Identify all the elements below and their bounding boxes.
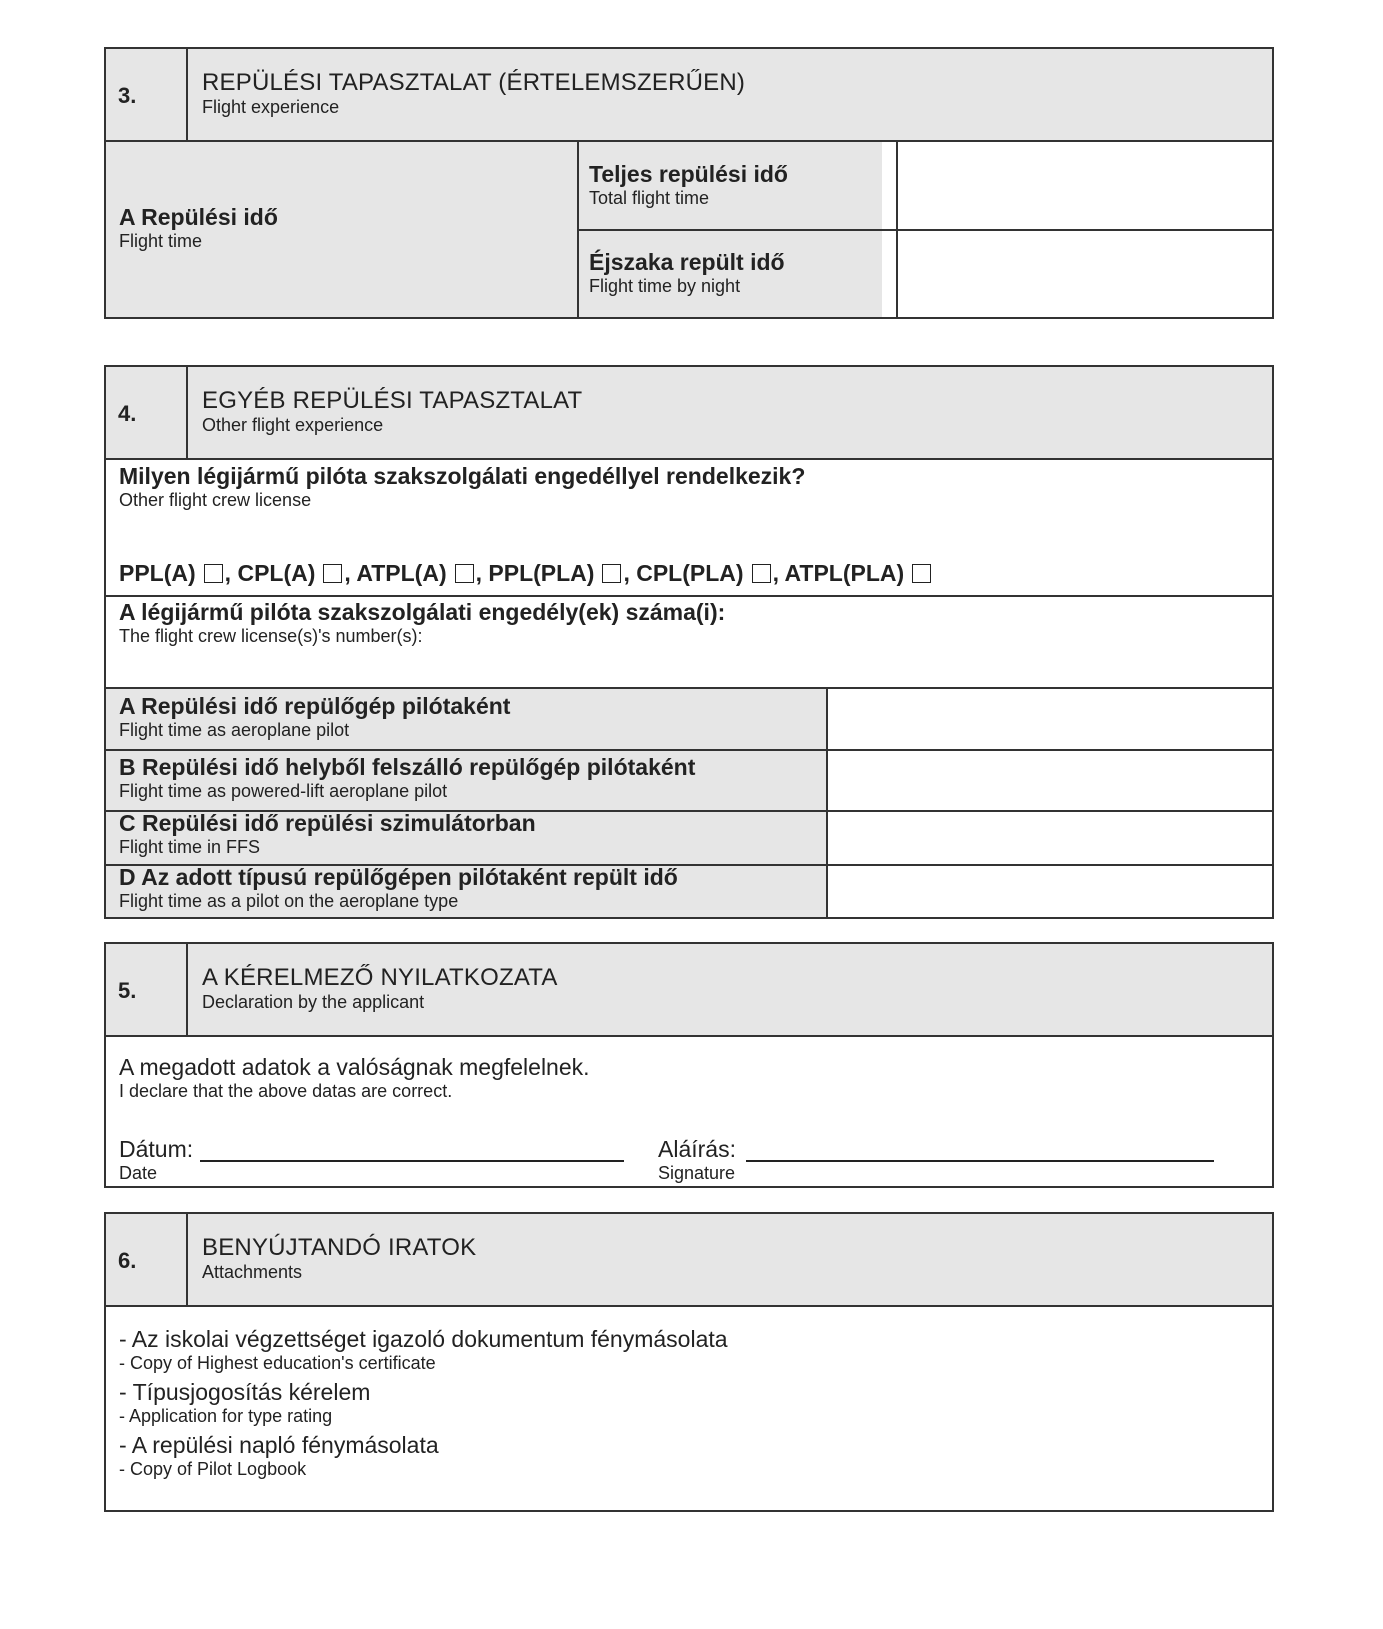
experience-row-b: B Repülési idő helyből felszálló repülőgép pilótaként Flight time as powered-lift aeroplane pilot [119, 754, 696, 801]
license-number-label: A légijármű pilóta szakszolgálati engedély(ek) száma(i): The flight crew license(s)'s number(s): [119, 599, 726, 646]
section-title-hu: BENYÚJTANDÓ IRATOK [202, 1234, 477, 1261]
license-number-field[interactable] [106, 647, 1272, 687]
license-option-cpl-a[interactable]: CPL(A) [237, 560, 344, 586]
signature-field[interactable] [746, 1160, 1214, 1162]
license-checkbox-row: PPL(A) , CPL(A) , ATPL(A) , PPL(PLA) , CPL(PLA) , ATPL(PLA) [119, 560, 933, 587]
declaration-statement: A megadott adatok a valóságnak megfelelnek. I declare that the above datas are correct. [119, 1054, 590, 1101]
section-title-en: Other flight experience [202, 415, 384, 435]
section-title-hu: REPÜLÉSI TAPASZTALAT (ÉRTELEMSZERŰEN) [202, 69, 746, 96]
license-question: Milyen légijármű pilóta szakszolgálati engedéllyel rendelkezik? Other flight crew license [119, 463, 806, 510]
checkbox[interactable] [455, 564, 474, 583]
experience-row-d: D Az adott típusú repülőgépen pilótaként repült idő Flight time as a pilot on the aeroplane type [119, 864, 678, 911]
experience-row-c: C Repülési idő repülési szimulátorban Flight time in FFS [119, 810, 536, 857]
license-option-atpl-pla[interactable]: ATPL(PLA) [785, 560, 934, 586]
experience-row-c-field[interactable] [828, 812, 1272, 864]
section-number: 5. [118, 978, 137, 1003]
license-option-ppl-pla[interactable]: PPL(PLA) [488, 560, 623, 586]
license-option-ppl-a[interactable]: PPL(A) [119, 560, 225, 586]
total-flight-time-label: Teljes repülési idő Total flight time [589, 161, 788, 208]
attachment-item: - A repülési napló fénymásolata - Copy of Pilot Logbook [119, 1432, 439, 1479]
experience-row-d-field[interactable] [828, 866, 1272, 917]
section-6 [104, 1212, 1274, 1512]
section-title [202, 69, 745, 118]
section-title-hu: EGYÉB REPÜLÉSI TAPASZTALAT [202, 387, 583, 414]
night-flight-time-label: Éjszaka repült idő Flight time by night [589, 249, 785, 296]
date-field[interactable] [200, 1160, 624, 1162]
night-flight-time-field[interactable] [898, 231, 1272, 317]
section-title-en: Flight experience [202, 97, 340, 117]
section-3 [104, 47, 1274, 319]
total-flight-time-field[interactable] [898, 141, 1272, 229]
section-title-en: Attachments [202, 1262, 303, 1282]
section-title [202, 1234, 476, 1283]
section-number: 6. [118, 1248, 137, 1273]
section-title-hu: A KÉRELMEZŐ NYILATKOZATA [202, 964, 558, 991]
checkbox[interactable] [752, 564, 771, 583]
attachment-item: - Típusjogosítás kérelem - Application for type rating [119, 1379, 371, 1426]
signature-label: Aláírás: Signature [658, 1136, 736, 1183]
section-number: 3. [118, 83, 137, 108]
license-option-atpl-a[interactable]: ATPL(A) [356, 560, 475, 586]
section-5 [104, 942, 1274, 1188]
section-number: 4. [118, 401, 137, 426]
checkbox[interactable] [912, 564, 931, 583]
flight-time-label: A Repülési idő Flight time [119, 204, 278, 251]
section-title [202, 387, 582, 436]
checkbox[interactable] [323, 564, 342, 583]
experience-row-a-field[interactable] [828, 689, 1272, 749]
section-title-en: Declaration by the applicant [202, 992, 425, 1012]
section-title [202, 964, 558, 1013]
date-label: Dátum: Date [119, 1136, 194, 1183]
experience-row-b-field[interactable] [828, 751, 1272, 810]
section-4 [104, 365, 1274, 919]
attachment-item: - Az iskolai végzettséget igazoló dokumentum fénymásolata - Copy of Highest education's certificate [119, 1326, 728, 1373]
checkbox[interactable] [204, 564, 223, 583]
checkbox[interactable] [602, 564, 621, 583]
license-option-cpl-pla[interactable]: CPL(PLA) [636, 560, 772, 586]
experience-row-a: A Repülési idő repülőgép pilótaként Flight time as aeroplane pilot [119, 693, 511, 740]
